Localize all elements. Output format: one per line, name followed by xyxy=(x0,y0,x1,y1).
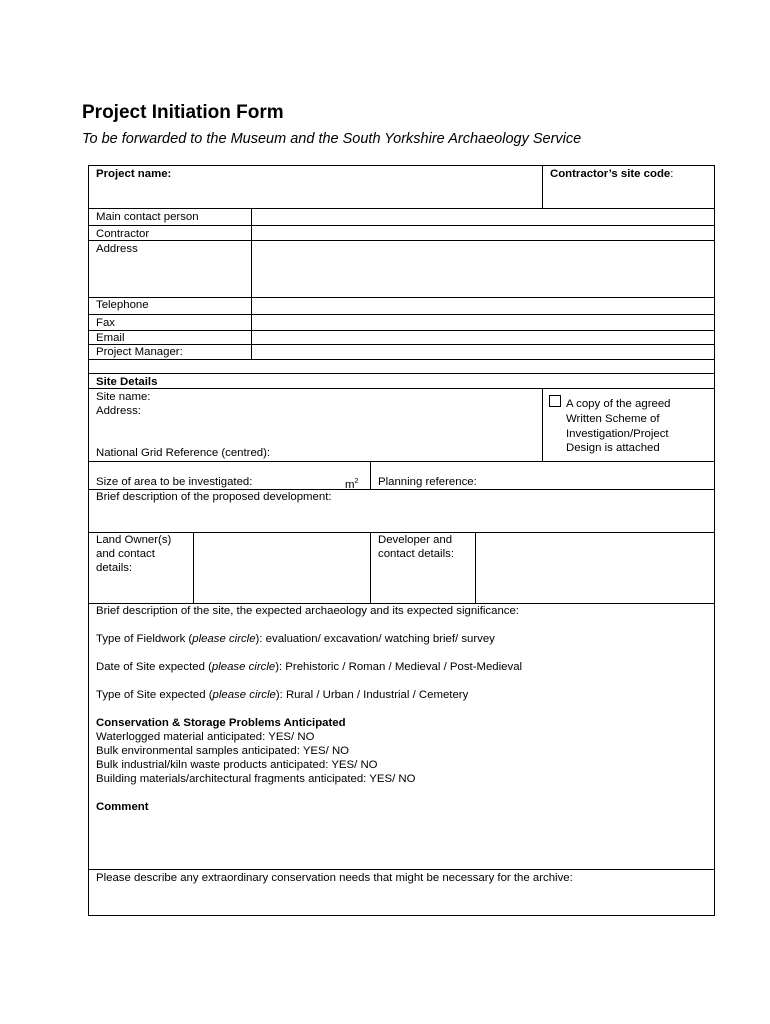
row-divider xyxy=(88,330,715,331)
row-divider xyxy=(88,461,715,462)
building-materials-line: Building materials/architectural fragments anticipated: YES/ NO xyxy=(96,773,416,785)
column-divider xyxy=(542,388,543,462)
row-divider xyxy=(88,240,715,241)
unit-m: m xyxy=(345,479,355,491)
site-type-prefix: Type of Site expected ( xyxy=(96,689,213,701)
area-size-unit xyxy=(345,475,358,492)
telephone-label: Telephone xyxy=(96,299,149,311)
bulk-industrial-line: Bulk industrial/kiln waste products anticipated: YES/ NO xyxy=(96,759,378,771)
table-left-border xyxy=(88,165,89,916)
fieldwork-type-line xyxy=(96,632,495,646)
waterlogged-line: Waterlogged material anticipated: YES/ NO xyxy=(96,731,315,743)
land-owner-label-line: and contact xyxy=(96,548,155,560)
fieldwork-type-instruction: please circle xyxy=(192,633,256,645)
site-description-label: Brief description of the site, the expected archaeology and its expected significance: xyxy=(96,605,519,617)
site-details-heading: Site Details xyxy=(96,376,158,388)
column-divider xyxy=(542,165,543,209)
row-divider xyxy=(88,869,715,870)
site-name-label: Site name: xyxy=(96,391,151,403)
developer-label-line: contact details: xyxy=(378,548,454,560)
project-manager-label: Project Manager: xyxy=(96,346,183,358)
site-date-line xyxy=(96,660,522,674)
site-code-colon: : xyxy=(670,168,674,180)
comment-label: Comment xyxy=(96,801,149,813)
site-type-instruction: please circle xyxy=(212,689,276,701)
site-date-options: ): Prehistoric / Roman / Medieval / Post-Medieval xyxy=(275,661,523,673)
wsi-text-line: Written Scheme of xyxy=(566,413,660,425)
main-contact-label: Main contact person xyxy=(96,211,199,223)
wsi-checkbox[interactable] xyxy=(549,395,561,407)
site-type-line xyxy=(96,688,468,702)
page-subtitle: To be forwarded to the Museum and the South Yorkshire Archaeology Service xyxy=(82,131,582,147)
email-label: Email xyxy=(96,332,125,344)
project-name-label: Project name: xyxy=(96,168,172,180)
address-label: Address xyxy=(96,243,138,255)
fieldwork-type-prefix: Type of Fieldwork ( xyxy=(96,633,193,645)
column-divider xyxy=(370,461,371,490)
fax-label: Fax xyxy=(96,317,115,329)
conservation-heading: Conservation & Storage Problems Anticipated xyxy=(96,717,346,729)
contractor-label: Contractor xyxy=(96,228,150,240)
wsi-text-line: Design is attached xyxy=(566,442,660,454)
development-description-label: Brief description of the proposed development: xyxy=(96,491,332,503)
bulk-environmental-line: Bulk environmental samples anticipated: YES/ NO xyxy=(96,745,350,757)
table-bottom-border xyxy=(88,915,715,916)
row-divider xyxy=(88,388,715,389)
fieldwork-type-options: ): evaluation/ excavation/ watching brief/ survey xyxy=(255,633,495,645)
area-size-label: Size of area to be investigated: xyxy=(96,476,253,488)
table-top-border xyxy=(88,165,715,166)
column-divider xyxy=(193,532,194,604)
row-divider xyxy=(88,225,715,226)
conservation-needs-label: Please describe any extraordinary conservation needs that might be necessary for the archive: xyxy=(96,872,573,884)
site-type-options: ): Rural / Urban / Industrial / Cemetery xyxy=(275,689,469,701)
site-code-label xyxy=(550,167,673,181)
land-owner-label-line: details: xyxy=(96,562,133,574)
row-divider xyxy=(88,373,715,374)
column-divider xyxy=(370,532,371,604)
ngr-label: National Grid Reference (centred): xyxy=(96,447,271,459)
row-divider xyxy=(88,297,715,298)
column-divider xyxy=(251,208,252,360)
site-code-label-text: Contractor’s site code xyxy=(550,168,671,180)
wsi-text-line: A copy of the agreed xyxy=(566,398,671,410)
row-divider xyxy=(88,314,715,315)
unit-superscript: 2 xyxy=(354,478,359,485)
site-address-label: Address: xyxy=(96,405,141,417)
page-title: Project Initiation Form xyxy=(82,102,284,123)
table-right-border xyxy=(714,165,715,916)
site-date-instruction: please circle xyxy=(211,661,276,673)
planning-reference-label: Planning reference: xyxy=(378,476,477,488)
column-divider xyxy=(475,532,476,604)
developer-label-line: Developer and xyxy=(378,534,453,546)
land-owner-label-line: Land Owner(s) xyxy=(96,534,172,546)
wsi-text-line: Investigation/Project xyxy=(566,428,669,440)
site-date-prefix: Date of Site expected ( xyxy=(96,661,212,673)
row-divider xyxy=(88,208,715,209)
